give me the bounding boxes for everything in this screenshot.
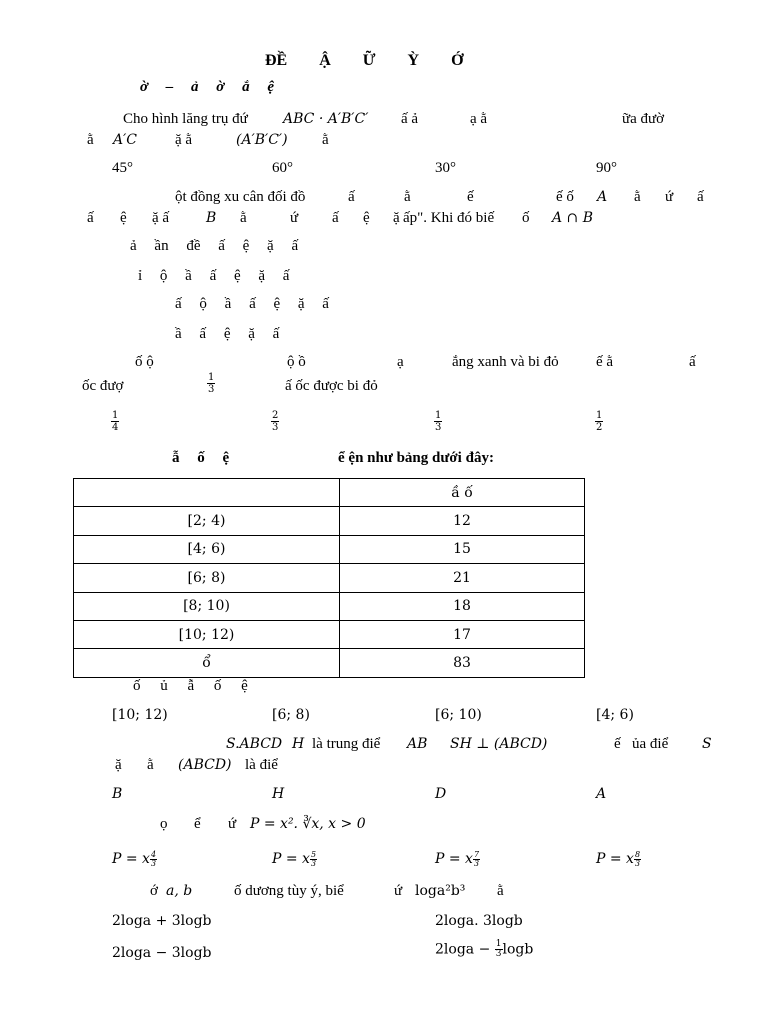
q6-option-d: P = x $\frac{8}{3}$ — [596, 850, 641, 868]
q1-option-b: 60° — [272, 160, 293, 176]
q5-math-h: H — [292, 736, 305, 752]
q4-question: ố ủ ẫ ố ệ — [133, 678, 248, 694]
table-cell: ổ — [74, 649, 340, 677]
q1-text-e: ằ — [87, 132, 94, 148]
q1-text-c: ạ ằ — [470, 111, 488, 127]
q7-option-c: 2loga − 3logb — [112, 945, 212, 961]
q1-math-prism: ABC · A′B′C′ — [283, 111, 369, 127]
table-cell: 12 — [340, 507, 585, 535]
q7-text-d: ằ — [497, 883, 504, 899]
q3-text-e: ế ằ — [596, 354, 614, 370]
q7-math-ab: a, b — [166, 883, 193, 899]
q5-math-ab: AB — [407, 736, 428, 752]
q1-math-plane: (A′B′C′) — [236, 132, 288, 148]
table-cell: [6; 8) — [74, 564, 340, 592]
q6-text-a: ọ — [160, 816, 168, 832]
table-row — [74, 507, 585, 535]
table-cell: [8; 10) — [74, 592, 340, 620]
table-cell: [4; 6) — [74, 535, 340, 563]
q2-text-g: ứ — [665, 189, 674, 205]
q5-text-e: ằ — [147, 757, 154, 773]
q3-text-g: ốc đượ — [82, 378, 124, 394]
q6-option-a: P = x $\frac{4}{3}$ — [112, 850, 157, 868]
q2-text-r: ố — [522, 210, 530, 226]
q2-text-h: ấ — [697, 189, 704, 205]
q7-option-b: 2loga. 3logb — [435, 913, 523, 929]
q3-text-f: ấ — [689, 354, 696, 370]
q4-option-c: [6; 10) — [435, 707, 482, 723]
q1-text-b: ấ ả — [401, 111, 419, 127]
table-cell: 17 — [340, 620, 585, 648]
q3-option-c: $\frac{1}{3}$ — [435, 410, 442, 433]
q3-option-a: $\frac{1}{4}$ — [112, 410, 119, 433]
table-cell: 21 — [340, 564, 585, 592]
q2-text-d: ế — [467, 189, 474, 205]
table-cell: [10; 12) — [74, 620, 340, 648]
q2-event-b: B — [206, 210, 217, 226]
q2-text-a: ột đồng xu cân đối đồ — [175, 189, 306, 205]
table-cell: 18 — [340, 592, 585, 620]
q3-option-d: $\frac{1}{2}$ — [596, 410, 603, 433]
q3-text-a: ố ộ — [135, 354, 154, 370]
q5-text-a: là trung điể — [312, 736, 381, 752]
table-cell: 15 — [340, 535, 585, 563]
q2-text-f: ằ — [634, 189, 641, 205]
q2-text-k: ặ ấ — [152, 210, 170, 226]
q1-text-f: ặ ằ — [175, 132, 193, 148]
q2-intersection: A ∩ B — [552, 210, 594, 226]
q7-option-a: 2loga + 3logb — [112, 913, 212, 929]
q2-text-b: ấ — [348, 189, 355, 205]
q4-option-d: [4; 6) — [596, 707, 634, 723]
table-row — [74, 535, 585, 563]
table-cell: [2; 4) — [74, 507, 340, 535]
q7-math-log: loga²b³ — [415, 883, 466, 899]
q4-option-a: [10; 12) — [112, 707, 168, 723]
q6-math-expression: P = x². ∛x, x > 0 — [250, 816, 366, 832]
q2-event-a: A — [597, 189, 608, 205]
q2-text-p: ặ — [393, 210, 400, 226]
q2-text-n: ấ — [332, 210, 339, 226]
q4-header-left: ẫ ố ệ — [172, 450, 230, 466]
q7-text-b: ố dương tùy ý, biể — [234, 883, 344, 899]
q5-text-d: ặ — [115, 757, 122, 773]
table-row — [74, 620, 585, 648]
document-title: ĐỀ Ậ Ữ Ỳ Ớ — [265, 52, 464, 69]
q2-option-a: ả ần đề ấ ệ ặ ấ — [130, 238, 299, 254]
q1-math-line: A′C — [113, 132, 138, 148]
table-header-cell — [74, 479, 340, 507]
q5-option-b: H — [272, 786, 285, 802]
q3-option-b: $\frac{2}{3}$ — [272, 410, 279, 433]
q6-option-c: P = x $\frac{7}{3}$ — [435, 850, 480, 868]
q2-option-d: ầ ấ ệ ặ ấ — [175, 326, 280, 342]
q6-text-c: ứ — [228, 816, 237, 832]
q5-text-b: ế — [614, 736, 621, 752]
q5-math-perp: SH ⊥ (ABCD) — [450, 736, 548, 752]
q1-option-a: 45° — [112, 160, 133, 176]
table-row — [74, 649, 585, 677]
q2-text-e: ế ố — [556, 189, 574, 205]
q3-text-b: ộ ồ — [287, 354, 306, 370]
q2-text-i: ấ — [87, 210, 94, 226]
q5-text-f: là điể — [245, 757, 278, 773]
document-subtitle: ờ – ả ờ ắ ệ — [140, 79, 275, 95]
q4-option-b: [6; 8) — [272, 707, 310, 723]
q5-option-a: B — [112, 786, 123, 802]
table-header-cell: ầ ố — [340, 479, 585, 507]
q1-text-g: ằ — [322, 132, 329, 148]
q6-option-b: P = x $\frac{5}{3}$ — [272, 850, 317, 868]
q5-option-c: D — [435, 786, 447, 802]
q5-math-s: S — [702, 736, 712, 752]
q7-option-d: 2loga − $\frac{1}{3}$ logb — [435, 939, 534, 959]
q7-text-a: ớ — [150, 883, 158, 899]
q2-text-o: ệ — [363, 210, 370, 226]
table-header-row — [74, 479, 585, 507]
q2-text-c: ằ — [404, 189, 411, 205]
q2-text-m: ứ — [290, 210, 299, 226]
q2-text-j: ệ — [120, 210, 127, 226]
q1-option-c: 30° — [435, 160, 456, 176]
q2-option-b: ỉ ộ ầ ấ ệ ặ ấ — [138, 268, 290, 284]
q5-math-plane: (ABCD) — [178, 757, 232, 773]
q2-text-q: ấp". Khi đó biế — [403, 210, 495, 226]
q5-option-d: A — [596, 786, 607, 802]
table-cell: 83 — [340, 649, 585, 677]
q1-text-a: Cho hình lăng trụ đứ — [123, 111, 248, 127]
table-row — [74, 592, 585, 620]
q3-text-d: ắng xanh và bi đỏ — [452, 354, 559, 370]
q4-header-right: ể ện như bảng dưới đây: — [338, 450, 494, 466]
frequency-table — [73, 478, 585, 678]
table-row — [74, 564, 585, 592]
q2-option-c: ấ ộ ầ ấ ệ ặ ấ — [175, 296, 329, 312]
q1-option-d: 90° — [596, 160, 617, 176]
q3-fraction: $\frac{1}{3}$ — [208, 372, 215, 395]
q3-text-h: ấ ốc được bi đỏ — [285, 378, 378, 394]
q7-text-c: ứ — [394, 883, 403, 899]
q5-math-pyramid: S.ABCD — [226, 736, 283, 752]
q3-text-c: ạ — [397, 354, 404, 370]
q1-text-d: ữa đườ — [622, 111, 665, 127]
q5-text-c: ủa điể — [632, 736, 669, 752]
q6-text-b: ể — [194, 816, 201, 832]
q2-text-l: ằ — [240, 210, 247, 226]
